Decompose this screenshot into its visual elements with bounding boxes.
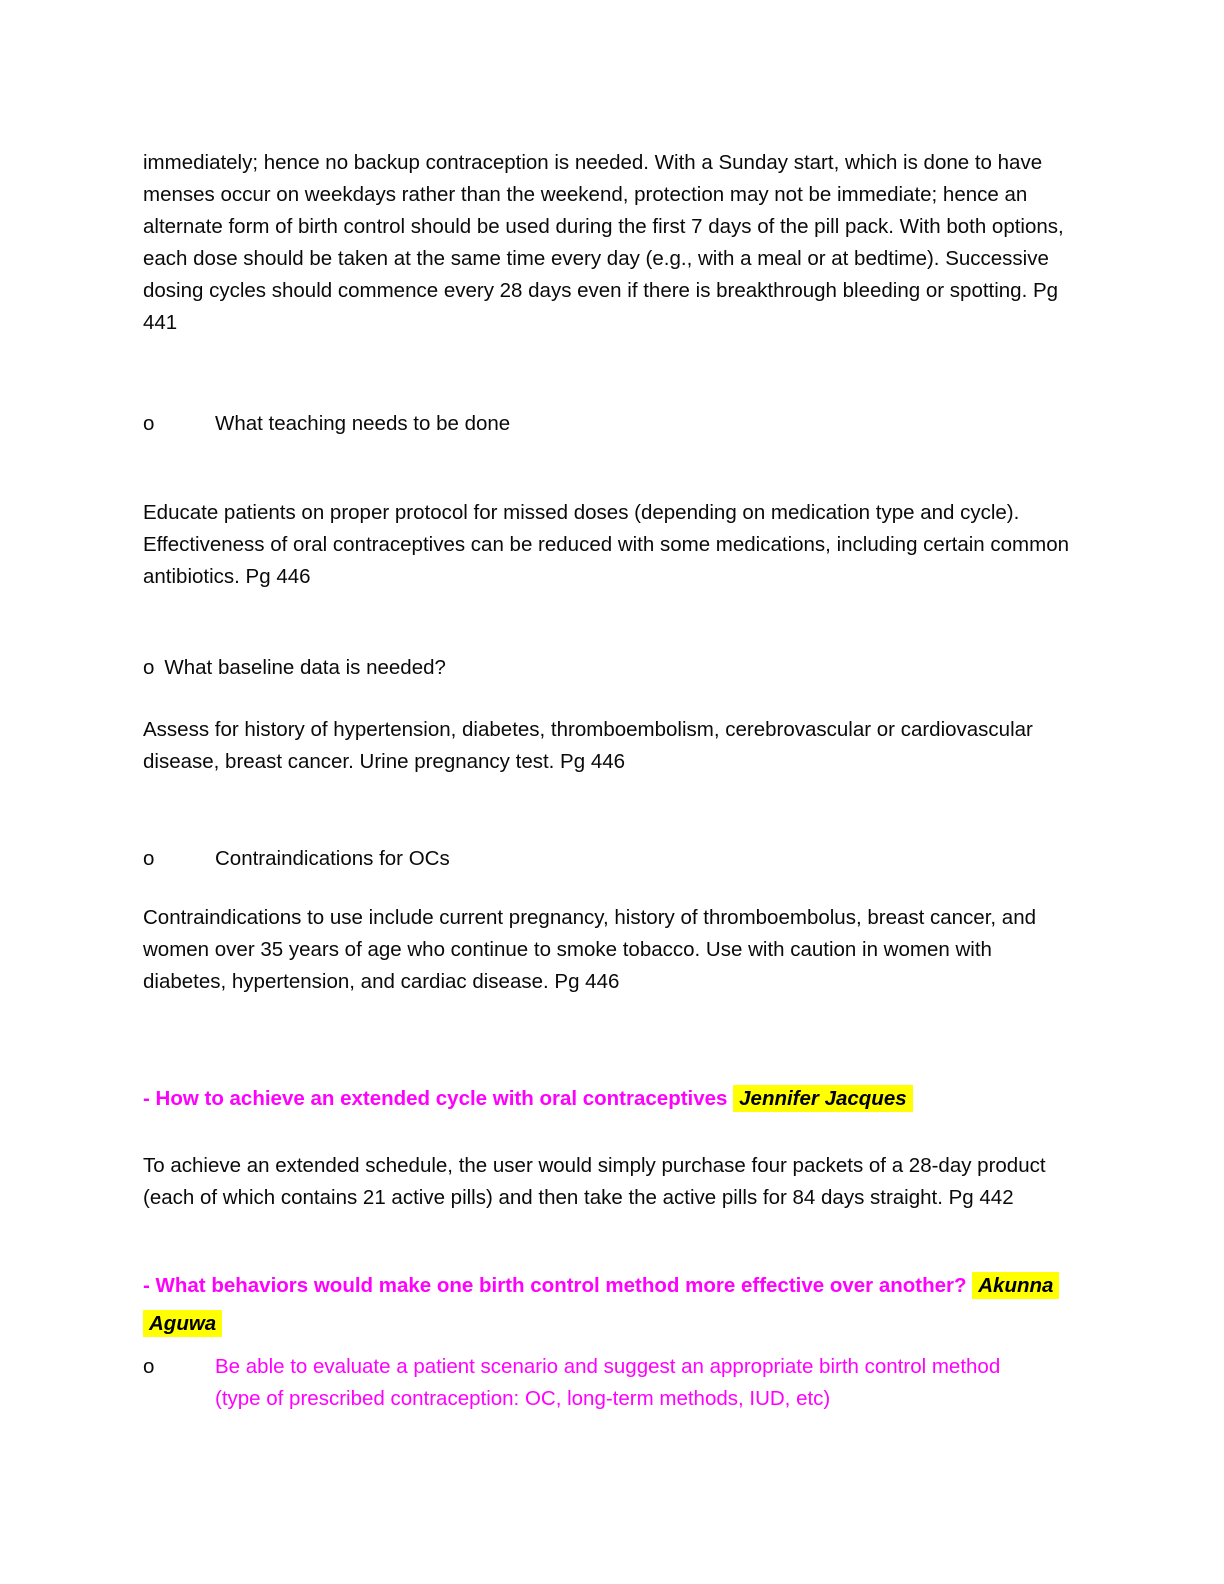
bullet-baseline-label: What baseline data is needed? [164,656,446,679]
paragraph-contraindications: Contraindications to use include current pregnancy, history of thromboembolus, breast cancer, and women over 35 years of age who continue to smoke tobacco. Use with caution in women with diabetes, hypertension, and cardiac disease. Pg 446 [143,906,1037,993]
bullet-marker: o [143,412,155,435]
bullet-baseline [143,652,1074,684]
bullet-contraindications [143,843,1074,875]
highlighted-author-jennifer-jacques: Jennifer Jacques [733,1085,913,1112]
heading-behaviors-line-1 [143,1267,1074,1305]
bullet-marker: o [143,656,155,679]
bullet-behaviors-line-1: Be able to evaluate a patient scenario and suggest an appropriate birth control method [215,1355,1001,1378]
heading-extended-cycle [143,1080,1074,1118]
bullet-contraindications-label: Contraindications for OCs [215,847,450,870]
highlighted-author-aguwa: Aguwa [143,1310,222,1337]
heading-behaviors-text: - What behaviors would make one birth control method more effective over another? [143,1274,973,1297]
paragraph-dosing-intro: immediately; hence no backup contraception is needed. With a Sunday start, which is done to have menses occur on weekdays rather than the weekend, protection may not be immediate; hence an alternate form of birth control should be used during the first 7 days of the pill pack. With both options, each dose should be taken at the same time every day (e.g., with a meal or at bedtime). Successive dosing cycles should commence every 28 days even if there is breakthrough bleeding or spotting. Pg 441 [143,151,1064,334]
heading-behaviors-line-2 [143,1305,1074,1343]
paragraph-extended-cycle: To achieve an extended schedule, the user would simply purchase four packets of a 28-day product (each of which contains 21 active pills) and then take the active pills for 84 days straight. Pg 442 [143,1154,1046,1209]
heading-extended-cycle-text: - How to achieve an extended cycle with oral contraceptives [143,1087,734,1110]
highlighted-author-akunna: Akunna [972,1272,1059,1299]
paragraph-baseline: Assess for history of hypertension, diabetes, thromboembolism, cerebrovascular or cardiovascular disease, breast cancer. Urine pregnancy test. Pg 446 [143,718,1033,773]
bullet-teaching-label: What teaching needs to be done [215,412,511,435]
bullet-marker: o [143,847,155,870]
bullet-behaviors [143,1351,1074,1415]
paragraph-teaching: Educate patients on proper protocol for missed doses (depending on medication type and cycle). Effectiveness of oral contraceptives can be reduced with some medications, including certain common antibiotics. Pg 446 [143,501,1070,588]
bullet-teaching [143,408,1074,440]
bullet-marker: o [143,1355,155,1378]
bullet-behaviors-line-2: (type of prescribed contraception: OC, long-term methods, IUD, etc) [215,1387,831,1410]
bullet-behaviors-body [215,1351,1000,1415]
heading-behaviors [143,1267,1074,1343]
